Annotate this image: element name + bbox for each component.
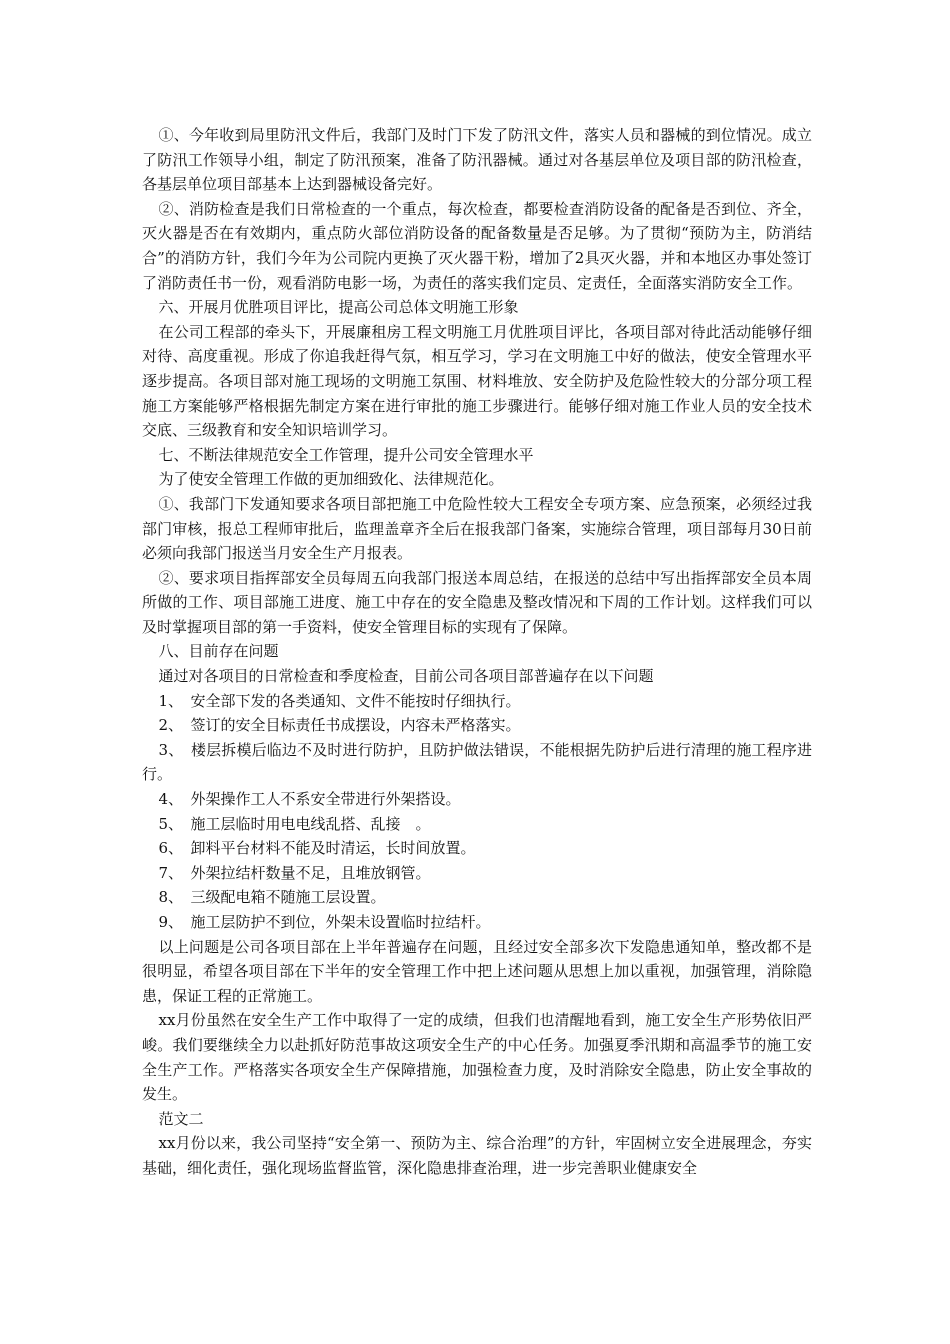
issue-item-9: 9、 施工层防护不到位，外架未设置临时拉结杆。 (158, 913, 491, 931)
issue-item-3: 3、 楼层拆模后临边不及时进行防护，且防护做法错误，不能根据先防护后进行清理的施工程序进行。 (142, 740, 812, 784)
paragraph-standardization-intro: 为了使安全管理工作做的更加细致化、法律规范化。 (158, 470, 504, 489)
paragraph-fire-inspection: ②、消防检查是我们日常检查的一个重点，每次检查，都要检查消防设备的配备是否到位、齐全，灭火器是否在有效期内，重点防火部位消防设备的配备数量是否足够。为了贯彻“预防为主，防消结合”的消防方针，我们今年为公司院内更换了灭火器干粉，增加了2具灭火器，并和本地区办事处签订了消防责任书一份，观看消防电影一场，为责任的落实我们定员、定责任，全面落实消防安全工作。 (142, 199, 812, 292)
issue-item-8: 8、 三级配电箱不随施工层设置。 (158, 888, 386, 907)
paragraph-plan-review: ①、我部门下发通知要求各项目部把施工中危险性较大工程安全专项方案、应急预案，必须经过我部门审核，报总工程师审批后，监理盖章齐全后在报我部门备案，实施综合管理，项目部每月30日前必须向我部门报送当月安全生产月报表。 (142, 494, 812, 563)
issue-item-4: 4、 外架操作工人不系安全带进行外架搭设。 (158, 790, 461, 809)
paragraph-conclusion: xx月份虽然在安全生产工作中取得了一定的成绩，但我们也清醒地看到，施工安全生产形势依旧严峻。我们要继续全力以赴抓好防范事故这项安全生产的中心任务。加强夏季汛期和高温季节的施工安全生产工作。严格落实各项安全生产保障措施，加强检查力度，及时消除安全隐患，防止安全事故的发生。 (142, 1011, 812, 1104)
paragraph-weekly-summary: ②、要求项目指挥部安全员每周五向我部门报送本周总结，在报送的总结中写出指挥部安全员本周所做的工作、项目部施工进度、施工中存在的安全隐患及整改情况和下周的工作计划。这样我们可以及时掌握项目部的第一手资料，使安全管理目标的实现有了保障。 (142, 568, 812, 636)
issue-item-2: 2、 签订的安全目标责任书成摆设，内容未严格落实。 (158, 716, 521, 735)
paragraph-issues-intro: 通过对各项目的日常检查和季度检查，目前公司各项目部普遍存在以下问题 (158, 667, 654, 686)
paragraph-sample-2-intro: xx月份以来，我公司坚持“安全第一、预防为主、综合治理”的方针，牢固树立安全进展理念，夯实基础，细化责任，强化现场监督监管，深化隐患排查治理，进一步完善职业健康安全 (142, 1134, 812, 1177)
issue-item-5: 5、 施工层临时用电电线乱搭、乱接 。 (158, 814, 431, 833)
paragraph-issues-summary: 以上问题是公司各项目部在上半年普遍存在问题，且经过安全部多次下发隐患通知单，整改都不是很明显，希望各项目部在下半年的安全管理工作中把上述问题从思想上加以重视，加强管理，消除隐患，保证工程的正常施工。 (142, 937, 812, 1005)
document-body (142, 123, 812, 1181)
section-heading-6: 六、开展月优胜项目评比，提高公司总体文明施工形象 (158, 298, 519, 317)
section-heading-8: 八、目前存在问题 (158, 642, 279, 661)
issue-item-7: 7、 外架拉结杆数量不足，且堆放钢管。 (158, 863, 431, 882)
issue-item-6: 6、 卸料平台材料不能及时清运，长时间放置。 (158, 839, 476, 858)
issue-item-1: 1、 安全部下发的各类通知、文件不能按时仔细执行。 (158, 691, 521, 710)
paragraph-flood-control: ①、今年收到局里防汛文件后，我部门及时门下发了防汛文件，落实人员和器械的到位情况。成立了防汛工作领导小组，制定了防汛预案，准备了防汛器械。通过对各基层单位及项目部的防汛检查，各基层单位项目部基本上达到器械设备完好。 (142, 126, 812, 194)
section-heading-7: 七、不断法律规范安全工作管理，提升公司安全管理水平 (158, 445, 534, 464)
paragraph-best-project-review: 在公司工程部的牵头下，开展廉租房工程文明施工月优胜项目评比，各项目部对待此活动能够仔细对待、高度重视。形成了你追我赶得气氛，相互学习，学习在文明施工中好的做法，使安全管理水平逐步提高。各项目部对施工现场的文明施工氛围、材料堆放、安全防护及危险性较大的分部分项工程施工方案能够严格根据先制定方案在进行审批的施工步骤进行。能够仔细对施工作业人员的安全技术交底、三级教育和安全知识培训学习。 (142, 322, 812, 440)
sample-heading-2: 范文二 (158, 1109, 204, 1128)
